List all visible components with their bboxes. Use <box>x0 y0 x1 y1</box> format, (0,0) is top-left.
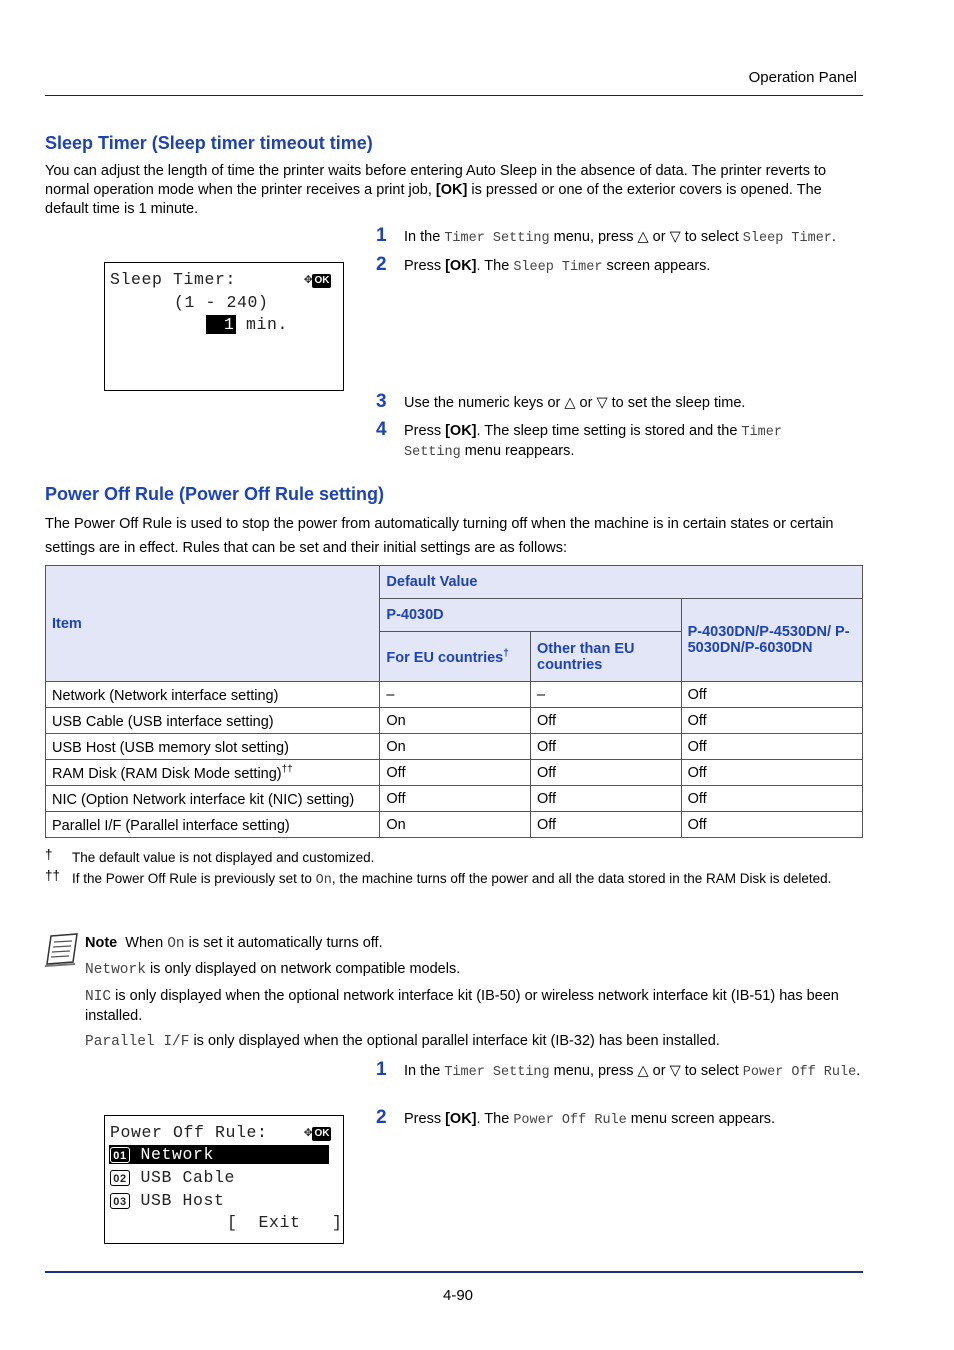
col-header-eu: For EU countries† <box>380 632 531 682</box>
step-text: In the Timer Setting menu, press △ or ▽ to select Power Off Rule. <box>404 1063 861 1080</box>
col-header-p4030d: P-4030D <box>380 599 681 632</box>
step-number: 1 <box>376 1059 387 1080</box>
power-off-lcd <box>104 1115 344 1244</box>
step-text: Press [OK]. The Sleep Timer screen appears. <box>404 258 711 275</box>
cell-eu: Off <box>380 760 531 786</box>
lcd-nav-icons <box>304 271 331 288</box>
cell-non-eu: Off <box>531 786 682 812</box>
power-off-heading: Power Off Rule (Power Off Rule setting) <box>45 484 385 504</box>
power-off-table <box>45 565 863 838</box>
cell-dn: Off <box>681 708 862 734</box>
four-way-arrow-icon: ✥ <box>304 272 313 288</box>
lcd-range: (1 - 240) <box>174 293 269 312</box>
lcd-nav-icons <box>304 1124 331 1141</box>
four-way-arrow-icon: ✥ <box>304 1125 313 1141</box>
cell-eu: On <box>380 812 531 838</box>
cell-item: USB Cable (USB interface setting) <box>46 708 380 734</box>
table-row <box>46 734 863 760</box>
sleep-timer-lcd <box>104 262 344 391</box>
page-number: 4-90 <box>442 1287 474 1304</box>
step-number: 2 <box>376 254 387 275</box>
ok-icon: OK <box>314 1128 330 1139</box>
cell-eu: On <box>380 708 531 734</box>
note-label: Note <box>85 935 118 951</box>
step-text: In the Timer Setting menu, press △ or ▽ to select Sleep Timer. <box>404 229 836 246</box>
cell-dn: Off <box>681 734 862 760</box>
cell-non-eu: Off <box>531 708 682 734</box>
col-header-item: Item <box>46 566 380 682</box>
note-line: Parallel I/F is only displayed when the optional parallel interface kit (IB-32) has been installed. <box>85 1033 720 1050</box>
note-line: NIC is only displayed when the optional network interface kit (IB-50) or wireless network interface kit (IB-51) has been installed. <box>85 988 839 1024</box>
cell-eu: Off <box>380 786 531 812</box>
cell-dn: Off <box>681 682 862 708</box>
lcd-value-row: 1 min. <box>206 315 288 334</box>
note-line: Note When On is set it automatically turns off. <box>85 935 383 952</box>
col-header-non-eu: Other than EU countries <box>531 632 682 682</box>
number-badge-icon: 01 <box>110 1147 130 1163</box>
cell-non-eu: Off <box>531 760 682 786</box>
cell-dn: Off <box>681 786 862 812</box>
running-header: Operation Panel <box>748 69 857 86</box>
sleep-timer-intro: You can adjust the length of time the printer waits before entering Auto Sleep in the absence of data. The printer reverts to normal operation mode when the printer receives a print job, [OK] is pressed or one of the exterior covers is opened. The default time is 1 minute. <box>45 163 827 217</box>
cell-dn: Off <box>681 760 862 786</box>
footer-rule <box>45 1271 863 1273</box>
step-number: 3 <box>376 391 387 412</box>
cell-eu: – <box>380 682 531 708</box>
number-badge-icon: 02 <box>110 1170 130 1186</box>
cell-non-eu: – <box>531 682 682 708</box>
lcd-menu-item: 02 USB Cable <box>110 1168 235 1187</box>
footnote-text: The default value is not displayed and customized. <box>72 850 375 865</box>
cell-item: RAM Disk (RAM Disk Mode setting)†† <box>46 760 380 786</box>
lcd-menu-item: 01 Network <box>110 1145 214 1164</box>
step-number: 2 <box>376 1107 387 1128</box>
cell-item: Parallel I/F (Parallel interface setting) <box>46 812 380 838</box>
lcd-title: Sleep Timer: <box>110 270 237 289</box>
table-row <box>46 812 863 838</box>
step-text: Press [OK]. The sleep time setting is stored and the Timer Setting menu reappears. <box>404 423 782 460</box>
cell-eu: On <box>380 734 531 760</box>
number-badge-icon: 03 <box>110 1193 130 1209</box>
power-off-intro: The Power Off Rule is used to stop the power from automatically turning off when the machine is in certain states or certain settings are in effect. Rules that can be set and their initial settings are as follows: <box>45 516 834 556</box>
header-rule <box>45 95 863 96</box>
col-header-default: Default Value <box>380 566 863 599</box>
lcd-value-cursor: 1 <box>206 315 236 334</box>
col-header-dn-models: P-4030DN/P-4530DN/ P-5030DN/P-6030DN <box>681 599 862 682</box>
step-number: 4 <box>376 419 387 440</box>
step-text: Use the numeric keys or △ or ▽ to set the sleep time. <box>404 395 746 411</box>
cell-non-eu: Off <box>531 812 682 838</box>
cell-item: NIC (Option Network interface kit (NIC) setting) <box>46 786 380 812</box>
table-row <box>46 786 863 812</box>
ok-icon: OK <box>314 275 330 286</box>
table-row <box>46 682 863 708</box>
lcd-menu-item: 03 USB Host <box>110 1191 225 1210</box>
step-text: Press [OK]. The Power Off Rule menu screen appears. <box>404 1111 776 1128</box>
cell-dn: Off <box>681 812 862 838</box>
lcd-title: Power Off Rule: <box>110 1123 268 1142</box>
cell-item: Network (Network interface setting) <box>46 682 380 708</box>
cell-item: USB Host (USB memory slot setting) <box>46 734 380 760</box>
table-row <box>46 760 863 786</box>
lcd-exit: [ Exit ] <box>227 1213 343 1232</box>
note-icon <box>43 932 81 968</box>
footnote-text: If the Power Off Rule is previously set to On, the machine turns off the power and all the data stored in the RAM Disk is deleted. <box>72 871 832 888</box>
cell-non-eu: Off <box>531 734 682 760</box>
step-number: 1 <box>376 225 387 246</box>
note-line: Network is only displayed on network compatible models. <box>85 961 461 978</box>
sleep-timer-heading: Sleep Timer (Sleep timer timeout time) <box>45 133 373 153</box>
table-row <box>46 708 863 734</box>
footnote-mark: † <box>45 847 53 862</box>
footnote-mark: †† <box>45 868 61 883</box>
